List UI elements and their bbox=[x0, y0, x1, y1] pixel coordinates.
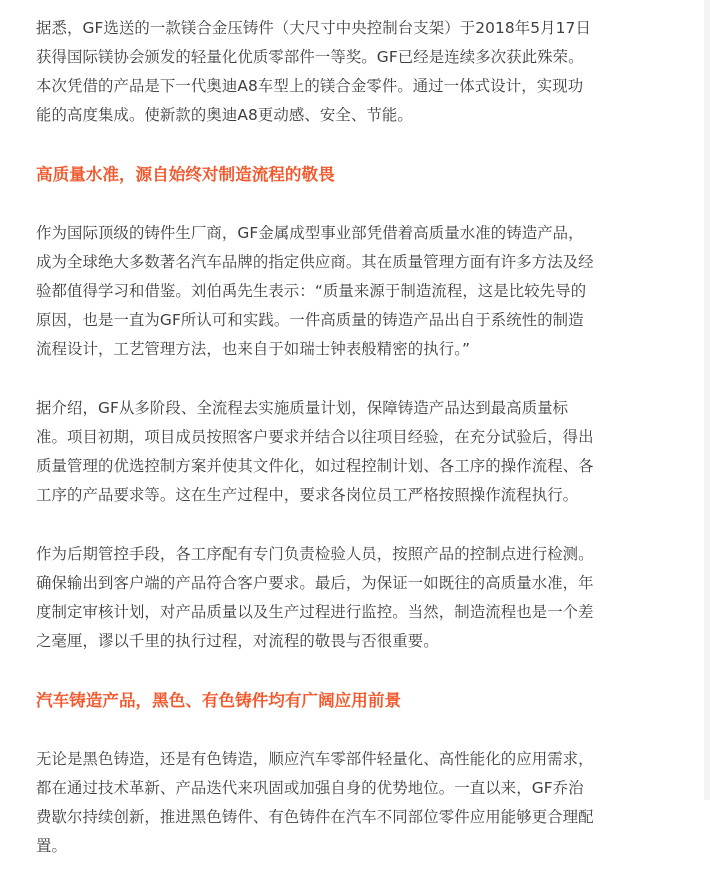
text-line: 工序的产品要求等。这在生产过程中，要求各岗位员工严格按照操作流程执行。 bbox=[36, 486, 579, 504]
text-line: 获得国际镁协会颁发的轻量化优质零部件一等奖。GF已经是连续多次获此殊荣。 bbox=[36, 48, 584, 66]
section-heading-casting-products: 汽车铸造产品，黑色、有色铸件均有广阔应用前景 bbox=[36, 691, 402, 710]
text-line: 质量管理的优选控制方案并使其文件化，如过程控制计划、各工序的操作流程、各 bbox=[36, 457, 594, 475]
text-line: 验都值得学习和借鉴。刘伯禹先生表示：“质量来源于制造流程，这是比较先导的 bbox=[36, 282, 587, 300]
text-line: 据介绍，GF从多阶段、全流程去实施质量计划，保障铸造产品达到最高质量标 bbox=[36, 399, 569, 417]
section-heading-quality: 高质量水准，源自始终对制造流程的敬畏 bbox=[36, 165, 335, 184]
text-line: 据悉，GF选送的一款镁合金压铸件（大尺寸中央控制台支架）于2018年5月17日 bbox=[36, 19, 591, 37]
text-line: 成为全球绝大多数著名汽车品牌的指定供应商。其在质量管理方面有许多方法及经 bbox=[36, 253, 594, 271]
paragraph-quality-plan bbox=[36, 394, 676, 510]
text-line: 无论是黑色铸造，还是有色铸造，顺应汽车零部件轻量化、高性能化的应用需求， bbox=[36, 750, 594, 768]
text-line: 都在通过技术革新、产品迭代来巩固或加强自身的优势地位。一直以来，GF乔治 bbox=[36, 779, 584, 797]
text-line: 能的高度集成。使新款的奥迪A8更动感、安全、节能。 bbox=[36, 106, 413, 124]
text-line: 之毫厘，谬以千里的执行过程，对流程的敬畏与否很重要。 bbox=[36, 632, 439, 650]
text-line: 置。 bbox=[36, 837, 67, 855]
text-line: 流程设计，工艺管理方法，也来自于如瑞士钟表般精密的执行。” bbox=[36, 340, 471, 358]
text-line: 准。项目初期，项目成员按照客户要求并结合以往项目经验，在充分试验后，得出 bbox=[36, 428, 594, 446]
text-line: 费歇尔持续创新，推进黑色铸件、有色铸件在汽车不同部位零件应用能够更合理配 bbox=[36, 808, 594, 826]
text-line: 作为后期管控手段，各工序配有专门负责检验人员，按照产品的控制点进行检测。 bbox=[36, 545, 594, 563]
text-line: 作为国际顶级的铸件生厂商，GF金属成型事业部凭借着高质量水准的铸造产品， bbox=[36, 224, 584, 242]
page-scrollbar[interactable] bbox=[704, 0, 710, 800]
paragraph-award bbox=[36, 14, 676, 130]
text-line: 本次凭借的产品是下一代奥迪A8车型上的镁合金零件。通过一体式设计，实现功 bbox=[36, 77, 584, 95]
text-line: 度制定审核计划，对产品质量以及生产过程进行监控。当然，制造流程也是一个差 bbox=[36, 603, 594, 621]
text-line: 原因，也是一直为GF所认可和实践。一件高质量的铸造产品出自于系统性的制造 bbox=[36, 311, 584, 329]
article-body bbox=[36, 14, 676, 891]
paragraph-quality-standard bbox=[36, 219, 676, 364]
text-line: 确保输出到客户端的产品符合客户要求。最后，为保证一如既往的高质量水准，年 bbox=[36, 574, 594, 592]
paragraph-inspection bbox=[36, 540, 676, 656]
paragraph-ferrous-nonferrous bbox=[36, 745, 676, 861]
